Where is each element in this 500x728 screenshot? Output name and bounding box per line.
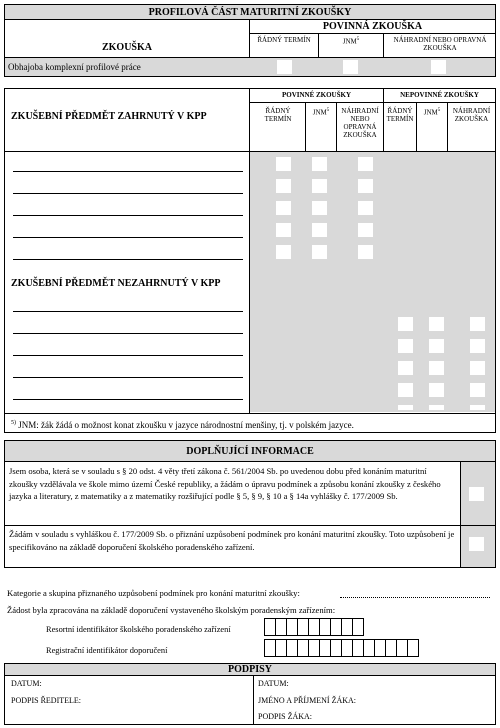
- jnm-footnote-ref: 5: [326, 108, 330, 113]
- optional-replacement-checkbox[interactable]: [470, 383, 485, 397]
- subject-line[interactable]: [13, 237, 243, 238]
- subject-line[interactable]: [13, 193, 243, 194]
- mandatory-jnm-header: [306, 107, 336, 116]
- mandatory-replacement-checkbox[interactable]: [358, 245, 373, 259]
- abroad-education-text: Jsem osoba, která se v souladu s § 20 odst. 4 věty třetí zákona č. 561/2004 Sb. po uvedenou dobu před konáním maturitní zkoušky vzdělávala ve škole mimo území České republiky, a žádám o úpravu podmínek a způsobu konání zkoušky z českého jazyka a literatury, z matematiky a z matematiky rozšiřující podle § 5, § 9, § 10 a § 14a vyhlášky č. 177/2009 Sb.: [9, 466, 441, 501]
- mandatory-replacement-checkbox[interactable]: [358, 223, 373, 237]
- footnote-mark: 5): [11, 420, 16, 426]
- divider: [336, 102, 337, 151]
- subject-line[interactable]: [13, 377, 243, 378]
- recommendation-label: Žádost byla zpracována na základě doporučení vystaveného školským poradenským zařízením:: [7, 605, 336, 615]
- jnm-footnote-ref: 5: [356, 37, 360, 42]
- optional-exams-header: NEPOVINNÉ ZKOUŠKY: [400, 91, 479, 99]
- jnm-label: JNM: [312, 108, 327, 117]
- divider: [5, 413, 495, 414]
- accommodation-request-text: Žádám v souladu s vyhláškou č. 177/2009 Sb. o přiznání uzpůsobení podmínek pro konání maturitní zkoušky. Toto uzpůsobení je specifikováno na základě doporučení školského poradenského zařízení.: [9, 529, 455, 552]
- student-name-label: JMÉNO A PŘÍJMENÍ ŽÁKA:: [258, 696, 357, 705]
- facility-id-label: Resortní identifikátor školského poradenského zařízení: [46, 625, 231, 634]
- optional-regular-checkbox[interactable]: [398, 405, 413, 410]
- mandatory-regular-header: ŘÁDNÝ TERMÍN: [264, 107, 292, 123]
- signatures-section: [4, 663, 496, 725]
- subject-line[interactable]: [13, 333, 243, 334]
- exam-column-header: ZKOUŠKA: [101, 42, 152, 53]
- regular-term-header: ŘÁDNÝ TERMÍN: [257, 36, 311, 44]
- included-subjects-header: ZKUŠEBNÍ PŘEDMĚT ZAHRNUTÝ V KPP: [11, 111, 207, 122]
- optional-replacement-checkbox[interactable]: [470, 361, 485, 375]
- mandatory-regular-checkbox[interactable]: [276, 223, 291, 237]
- divider: [249, 102, 495, 103]
- subject-line[interactable]: [13, 311, 243, 312]
- mandatory-jnm-checkbox[interactable]: [312, 201, 327, 215]
- student-date-label: DATUM:: [258, 679, 289, 688]
- optional-replacement-checkbox[interactable]: [470, 317, 485, 331]
- subject-line[interactable]: [13, 399, 243, 400]
- optional-regular-checkbox[interactable]: [398, 361, 413, 375]
- mandatory-jnm-checkbox[interactable]: [312, 223, 327, 237]
- mandatory-regular-checkbox[interactable]: [276, 245, 291, 259]
- defense-regular-checkbox[interactable]: [277, 60, 292, 74]
- mandatory-exams-header: POVINNÉ ZKOUŠKY: [281, 91, 352, 99]
- recommendation-id-label: Registrační identifikátor doporučení: [46, 646, 168, 655]
- director-signature-label: PODPIS ŘEDITELE:: [11, 696, 81, 705]
- mandatory-jnm-checkbox[interactable]: [312, 179, 327, 193]
- abroad-education-checkbox[interactable]: [469, 487, 484, 501]
- optional-jnm-checkbox[interactable]: [429, 339, 444, 353]
- mandatory-replacement-checkbox[interactable]: [358, 201, 373, 215]
- subject-line[interactable]: [13, 215, 243, 216]
- optional-replacement-checkbox[interactable]: [470, 339, 485, 353]
- checkbox-column: [461, 462, 495, 567]
- optional-jnm-checkbox[interactable]: [429, 317, 444, 331]
- defense-jnm-checkbox[interactable]: [343, 60, 358, 74]
- profile-section: [4, 4, 496, 77]
- defense-replacement-checkbox[interactable]: [431, 60, 446, 74]
- defense-label: Obhajoba komplexní profilové práce: [8, 62, 141, 72]
- signatures-title: PODPISY: [5, 664, 495, 676]
- mandatory-jnm-checkbox[interactable]: [312, 157, 327, 171]
- subject-line[interactable]: [13, 171, 243, 172]
- additional-info-section: [4, 440, 496, 568]
- profile-section-title: PROFILOVÁ ČÁST MATURITNÍ ZKOUŠKY: [5, 5, 495, 20]
- facility-id-cell[interactable]: [352, 618, 364, 636]
- student-signature-label: PODPIS ŽÁKA:: [258, 712, 313, 721]
- divider: [249, 151, 250, 413]
- optional-regular-checkbox[interactable]: [398, 383, 413, 397]
- mandatory-regular-checkbox[interactable]: [276, 179, 291, 193]
- mandatory-replacement-checkbox[interactable]: [358, 179, 373, 193]
- recommendation-id-cell[interactable]: [407, 639, 419, 657]
- optional-replacement-header: NÁHRADNÍ ZKOUŠKA: [452, 107, 491, 123]
- subject-line[interactable]: [13, 355, 243, 356]
- divider: [253, 676, 254, 724]
- mandatory-regular-checkbox[interactable]: [276, 201, 291, 215]
- optional-replacement-checkbox[interactable]: [470, 405, 485, 410]
- optional-jnm-checkbox[interactable]: [429, 405, 444, 410]
- jnm-label: JNM: [423, 108, 438, 117]
- subject-line[interactable]: [13, 259, 243, 260]
- mandatory-replacement-header: NÁHRADNÍ NEBO OPRAVNÁ ZKOUŠKA: [341, 107, 379, 139]
- director-date-label: DATUM:: [11, 679, 42, 688]
- jnm-footnote-ref: 5: [437, 108, 441, 113]
- excluded-subjects-header: ZKUŠEBNÍ PŘEDMĚT NEZAHRNUTÝ V KPP: [11, 278, 221, 289]
- mandatory-replacement-checkbox[interactable]: [358, 157, 373, 171]
- jnm-label: JNM: [342, 37, 357, 46]
- replacement-exam-header: NÁHRADNÍ NEBO OPRAVNÁ ZKOUŠKA: [393, 36, 487, 52]
- mandatory-regular-checkbox[interactable]: [276, 157, 291, 171]
- category-label: Kategorie a skupina přiznaného uzpůsobení podmínek pro konání maturitní zkoušky:: [7, 588, 300, 598]
- category-field[interactable]: [340, 597, 490, 598]
- divider: [5, 525, 495, 526]
- jnm-header: [319, 36, 383, 45]
- jnm-footnote: [11, 418, 491, 431]
- optional-jnm-checkbox[interactable]: [429, 383, 444, 397]
- optional-regular-checkbox[interactable]: [398, 339, 413, 353]
- optional-regular-checkbox[interactable]: [398, 317, 413, 331]
- defense-row: [5, 57, 495, 76]
- accommodation-request-checkbox[interactable]: [469, 537, 484, 551]
- subjects-section: [4, 88, 496, 433]
- additional-info-title: DOPLŇUJÍCÍ INFORMACE: [5, 441, 495, 462]
- mandatory-jnm-checkbox[interactable]: [312, 245, 327, 259]
- optional-regular-header: ŘÁDNÝ TERMÍN: [386, 107, 414, 123]
- checkbox-grid-area: [250, 152, 495, 412]
- mandatory-exam-header: POVINNÁ ZKOUŠKA: [250, 20, 495, 34]
- footnote-text: JNM: žák žádá o možnost konat zkoušku v jazyce národnostní menšiny, tj. v polském jazyce.: [16, 420, 354, 430]
- optional-jnm-checkbox[interactable]: [429, 361, 444, 375]
- optional-jnm-header: [417, 107, 447, 116]
